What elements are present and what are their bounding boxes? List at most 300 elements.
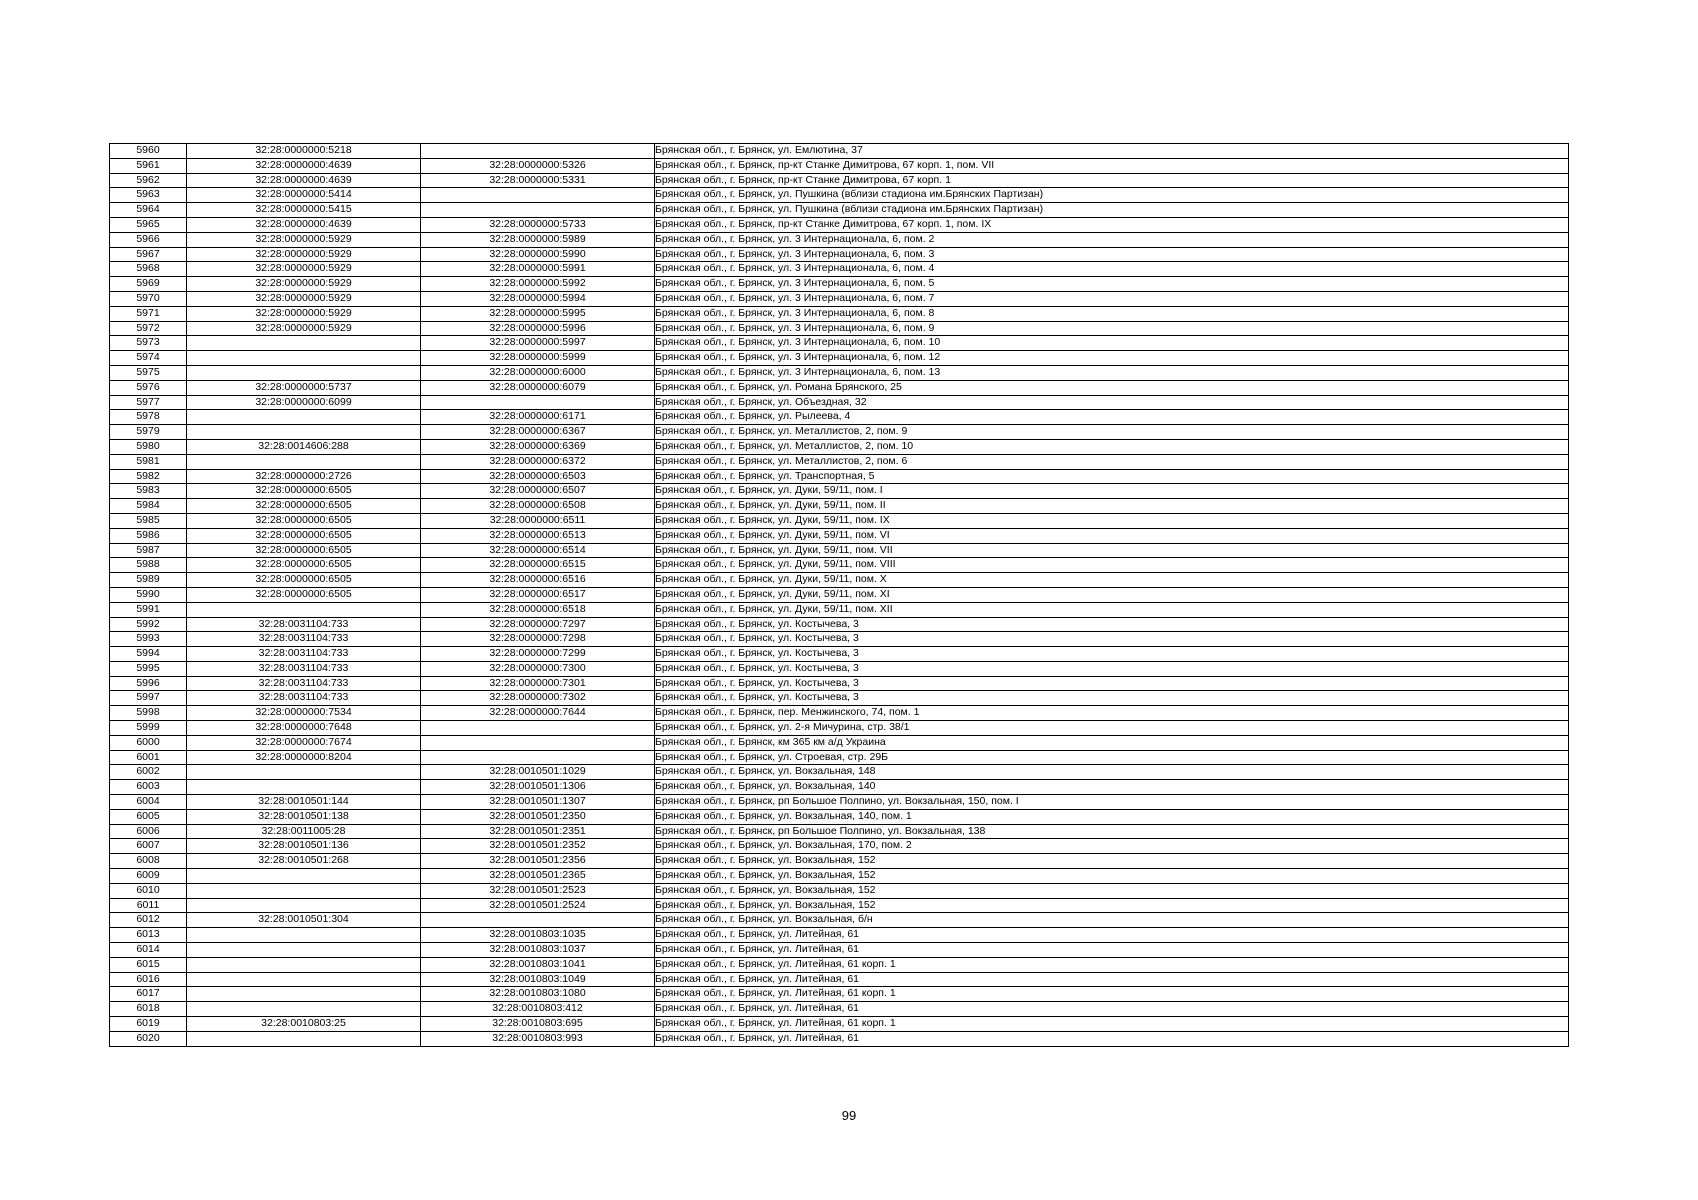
table-row: [110, 573, 1569, 588]
object-cadastral-number-cell: 32:28:0000000:5989: [421, 232, 655, 247]
page-number: 99: [841, 1108, 857, 1123]
address-cell: Брянская обл., г. Брянск, ул. Костычева, 3: [655, 617, 1569, 632]
object-cadastral-number-cell: 32:28:0000000:6511: [421, 513, 655, 528]
row-number-cell: 6014: [110, 943, 187, 958]
object-cadastral-number-cell: [421, 721, 655, 736]
address-cell: Брянская обл., г. Брянск, ул. 3 Интернационала, 6, пом. 7: [655, 291, 1569, 306]
table-row: [110, 454, 1569, 469]
table-row: [110, 987, 1569, 1002]
row-number-cell: 5974: [110, 351, 187, 366]
table-row: [110, 898, 1569, 913]
row-number-cell: 6011: [110, 898, 187, 913]
object-cadastral-number-cell: 32:28:0010501:2351: [421, 824, 655, 839]
address-cell: Брянская обл., г. Брянск, ул. Вокзальная, 170, пом. 2: [655, 839, 1569, 854]
address-cell: Брянская обл., г. Брянск, ул. 3 Интернационала, 6, пом. 4: [655, 262, 1569, 277]
row-number-cell: 5968: [110, 262, 187, 277]
table-row: [110, 647, 1569, 662]
cadastral-number-cell: 32:28:0000000:5929: [187, 277, 421, 292]
address-cell: Брянская обл., г. Брянск, ул. Вокзальная, б/н: [655, 913, 1569, 928]
cadastral-number-cell: 32:28:0000000:5218: [187, 144, 421, 159]
cadastral-number-cell: 32:28:0000000:5929: [187, 291, 421, 306]
object-cadastral-number-cell: 32:28:0000000:7300: [421, 661, 655, 676]
table-row: [110, 972, 1569, 987]
object-cadastral-number-cell: 32:28:0000000:7301: [421, 676, 655, 691]
cadastral-number-cell: [187, 898, 421, 913]
cadastral-number-cell: 32:28:0010501:138: [187, 809, 421, 824]
cadastral-number-cell: [187, 410, 421, 425]
table-row: [110, 365, 1569, 380]
table-row: [110, 484, 1569, 499]
table-row: [110, 306, 1569, 321]
table-row: [110, 1017, 1569, 1032]
object-cadastral-number-cell: 32:28:0000000:7302: [421, 691, 655, 706]
cadastral-number-cell: [187, 1031, 421, 1046]
object-cadastral-number-cell: [421, 203, 655, 218]
cadastral-number-cell: 32:28:0000000:6505: [187, 558, 421, 573]
row-number-cell: 5973: [110, 336, 187, 351]
address-cell: Брянская обл., г. Брянск, ул. Дуки, 59/11, пом. X: [655, 573, 1569, 588]
cadastral-number-cell: 32:28:0000000:6505: [187, 573, 421, 588]
address-cell: Брянская обл., г. Брянск, ул. Емлютина, 37: [655, 144, 1569, 159]
row-number-cell: 6015: [110, 957, 187, 972]
table-row: [110, 203, 1569, 218]
cadastral-number-cell: [187, 928, 421, 943]
cadastral-number-cell: 32:28:0000000:5929: [187, 321, 421, 336]
row-number-cell: 5985: [110, 513, 187, 528]
row-number-cell: 5986: [110, 528, 187, 543]
address-cell: Брянская обл., г. Брянск, пр-кт Станке Димитрова, 67 корп. 1, пом. IX: [655, 217, 1569, 232]
row-number-cell: 5969: [110, 277, 187, 292]
object-cadastral-number-cell: 32:28:0010803:695: [421, 1017, 655, 1032]
object-cadastral-number-cell: 32:28:0000000:5991: [421, 262, 655, 277]
cadastral-number-cell: [187, 883, 421, 898]
address-cell: Брянская обл., г. Брянск, ул. Литейная, 61 корп. 1: [655, 957, 1569, 972]
address-cell: Брянская обл., г. Брянск, ул. Дуки, 59/11, пом. VII: [655, 543, 1569, 558]
table-row: [110, 943, 1569, 958]
table-row: [110, 247, 1569, 262]
object-cadastral-number-cell: 32:28:0010501:1306: [421, 780, 655, 795]
cadastral-number-cell: 32:28:0000000:5414: [187, 188, 421, 203]
cadastral-number-cell: [187, 987, 421, 1002]
row-number-cell: 5972: [110, 321, 187, 336]
table-row: [110, 795, 1569, 810]
object-cadastral-number-cell: 32:28:0000000:7298: [421, 632, 655, 647]
object-cadastral-number-cell: 32:28:0000000:6518: [421, 602, 655, 617]
cadastral-number-cell: 32:28:0000000:7674: [187, 735, 421, 750]
table-row: [110, 499, 1569, 514]
address-cell: Брянская обл., г. Брянск, ул. Вокзальная, 140: [655, 780, 1569, 795]
cadastral-number-cell: [187, 1002, 421, 1017]
table-row: [110, 173, 1569, 188]
address-cell: Брянская обл., г. Брянск, ул. Металлистов, 2, пом. 10: [655, 439, 1569, 454]
row-number-cell: 6006: [110, 824, 187, 839]
row-number-cell: 5962: [110, 173, 187, 188]
object-cadastral-number-cell: 32:28:0000000:6503: [421, 469, 655, 484]
row-number-cell: 5988: [110, 558, 187, 573]
address-cell: Брянская обл., г. Брянск, рп Большое Полпино, ул. Вокзальная, 138: [655, 824, 1569, 839]
row-number-cell: 5982: [110, 469, 187, 484]
cadastral-number-cell: 32:28:0000000:6505: [187, 528, 421, 543]
address-cell: Брянская обл., г. Брянск, ул. Строевая, стр. 29Б: [655, 750, 1569, 765]
row-number-cell: 5976: [110, 380, 187, 395]
cadastral-number-cell: 32:28:0000000:2726: [187, 469, 421, 484]
cadastral-number-cell: 32:28:0031104:733: [187, 647, 421, 662]
cadastral-number-cell: 32:28:0000000:7534: [187, 706, 421, 721]
row-number-cell: 5979: [110, 425, 187, 440]
cadastral-number-cell: 32:28:0010803:25: [187, 1017, 421, 1032]
address-cell: Брянская обл., г. Брянск, ул. 3 Интернационала, 6, пом. 5: [655, 277, 1569, 292]
address-cell: Брянская обл., г. Брянск, ул. Пушкина (вблизи стадиона им.Брянских Партизан): [655, 188, 1569, 203]
table-row: [110, 809, 1569, 824]
cadastral-number-cell: 32:28:0031104:733: [187, 632, 421, 647]
address-cell: Брянская обл., г. Брянск, ул. Рылеева, 4: [655, 410, 1569, 425]
table-row: [110, 543, 1569, 558]
cadastral-number-cell: 32:28:0000000:6505: [187, 543, 421, 558]
address-cell: Брянская обл., г. Брянск, ул. Литейная, 61: [655, 1031, 1569, 1046]
registry-table-body: [110, 144, 1569, 1047]
object-cadastral-number-cell: 32:28:0010803:1035: [421, 928, 655, 943]
table-row: [110, 617, 1569, 632]
address-cell: Брянская обл., г. Брянск, км 365 км а/д Украина: [655, 735, 1569, 750]
table-row: [110, 735, 1569, 750]
cadastral-number-cell: [187, 765, 421, 780]
row-number-cell: 5971: [110, 306, 187, 321]
address-cell: Брянская обл., г. Брянск, ул. Костычева, 3: [655, 676, 1569, 691]
table-row: [110, 144, 1569, 159]
table-row: [110, 1031, 1569, 1046]
table-row: [110, 188, 1569, 203]
address-cell: Брянская обл., г. Брянск, ул. 3 Интернационала, 6, пом. 10: [655, 336, 1569, 351]
cadastral-number-cell: [187, 957, 421, 972]
table-row: [110, 913, 1569, 928]
row-number-cell: 6002: [110, 765, 187, 780]
object-cadastral-number-cell: [421, 735, 655, 750]
address-cell: Брянская обл., г. Брянск, ул. Дуки, 59/11, пом. VI: [655, 528, 1569, 543]
row-number-cell: 5983: [110, 484, 187, 499]
row-number-cell: 5997: [110, 691, 187, 706]
object-cadastral-number-cell: 32:28:0010803:412: [421, 1002, 655, 1017]
row-number-cell: 6020: [110, 1031, 187, 1046]
table-row: [110, 661, 1569, 676]
cadastral-number-cell: [187, 365, 421, 380]
cadastral-number-cell: 32:28:0011005:28: [187, 824, 421, 839]
object-cadastral-number-cell: 32:28:0000000:6513: [421, 528, 655, 543]
object-cadastral-number-cell: 32:28:0000000:5999: [421, 351, 655, 366]
address-cell: Брянская обл., г. Брянск, ул. Металлистов, 2, пом. 9: [655, 425, 1569, 440]
address-cell: Брянская обл., г. Брянск, ул. 2-я Мичурина, стр. 38/1: [655, 721, 1569, 736]
row-number-cell: 5994: [110, 647, 187, 662]
object-cadastral-number-cell: 32:28:0000000:5997: [421, 336, 655, 351]
object-cadastral-number-cell: 32:28:0000000:6516: [421, 573, 655, 588]
cadastral-number-cell: 32:28:0031104:733: [187, 676, 421, 691]
row-number-cell: 6000: [110, 735, 187, 750]
cadastral-number-cell: 32:28:0010501:304: [187, 913, 421, 928]
cadastral-number-cell: 32:28:0010501:136: [187, 839, 421, 854]
cadastral-number-cell: 32:28:0000000:4639: [187, 217, 421, 232]
object-cadastral-number-cell: 32:28:0000000:6507: [421, 484, 655, 499]
cadastral-number-cell: 32:28:0031104:733: [187, 661, 421, 676]
cadastral-number-cell: 32:28:0000000:5737: [187, 380, 421, 395]
row-number-cell: 5992: [110, 617, 187, 632]
object-cadastral-number-cell: 32:28:0010501:1307: [421, 795, 655, 810]
table-row: [110, 321, 1569, 336]
cadastral-number-cell: 32:28:0000000:6099: [187, 395, 421, 410]
address-cell: Брянская обл., г. Брянск, ул. 3 Интернационала, 6, пом. 3: [655, 247, 1569, 262]
cadastral-number-cell: 32:28:0000000:5415: [187, 203, 421, 218]
cadastral-number-cell: 32:28:0000000:6505: [187, 484, 421, 499]
cadastral-number-cell: 32:28:0000000:7648: [187, 721, 421, 736]
cadastral-number-cell: 32:28:0000000:4639: [187, 173, 421, 188]
object-cadastral-number-cell: 32:28:0000000:5994: [421, 291, 655, 306]
row-number-cell: 5999: [110, 721, 187, 736]
row-number-cell: 5977: [110, 395, 187, 410]
object-cadastral-number-cell: 32:28:0000000:6517: [421, 587, 655, 602]
object-cadastral-number-cell: 32:28:0010501:2365: [421, 869, 655, 884]
object-cadastral-number-cell: 32:28:0000000:6171: [421, 410, 655, 425]
row-number-cell: 6004: [110, 795, 187, 810]
address-cell: Брянская обл., г. Брянск, ул. Литейная, 61: [655, 928, 1569, 943]
table-row: [110, 957, 1569, 972]
row-number-cell: 5970: [110, 291, 187, 306]
cadastral-number-cell: 32:28:0014606:288: [187, 439, 421, 454]
table-row: [110, 676, 1569, 691]
address-cell: Брянская обл., г. Брянск, ул. Металлистов, 2, пом. 6: [655, 454, 1569, 469]
object-cadastral-number-cell: 32:28:0000000:5995: [421, 306, 655, 321]
table-row: [110, 824, 1569, 839]
address-cell: Брянская обл., г. Брянск, ул. Вокзальная, 152: [655, 869, 1569, 884]
cadastral-number-cell: [187, 869, 421, 884]
table-row: [110, 928, 1569, 943]
row-number-cell: 5987: [110, 543, 187, 558]
address-cell: Брянская обл., г. Брянск, ул. Пушкина (вблизи стадиона им.Брянских Партизан): [655, 203, 1569, 218]
row-number-cell: 5960: [110, 144, 187, 159]
row-number-cell: 5991: [110, 602, 187, 617]
object-cadastral-number-cell: 32:28:0000000:7297: [421, 617, 655, 632]
row-number-cell: 5998: [110, 706, 187, 721]
cadastral-number-cell: 32:28:0010501:144: [187, 795, 421, 810]
object-cadastral-number-cell: 32:28:0010803:1041: [421, 957, 655, 972]
table-row: [110, 632, 1569, 647]
row-number-cell: 5965: [110, 217, 187, 232]
row-number-cell: 5996: [110, 676, 187, 691]
row-number-cell: 5980: [110, 439, 187, 454]
object-cadastral-number-cell: 32:28:0000000:6515: [421, 558, 655, 573]
table-row: [110, 558, 1569, 573]
address-cell: Брянская обл., г. Брянск, ул. Объездная, 32: [655, 395, 1569, 410]
row-number-cell: 5961: [110, 158, 187, 173]
address-cell: Брянская обл., г. Брянск, ул. Дуки, 59/11, пом. VIII: [655, 558, 1569, 573]
row-number-cell: 6003: [110, 780, 187, 795]
table-row: [110, 765, 1569, 780]
row-number-cell: 6008: [110, 854, 187, 869]
object-cadastral-number-cell: 32:28:0000000:6367: [421, 425, 655, 440]
cadastral-number-cell: 32:28:0000000:8204: [187, 750, 421, 765]
address-cell: Брянская обл., г. Брянск, пер. Менжинского, 74, пом. 1: [655, 706, 1569, 721]
address-cell: Брянская обл., г. Брянск, пр-кт Станке Димитрова, 67 корп. 1, пом. VII: [655, 158, 1569, 173]
row-number-cell: 6013: [110, 928, 187, 943]
table-row: [110, 158, 1569, 173]
row-number-cell: 6009: [110, 869, 187, 884]
row-number-cell: 6017: [110, 987, 187, 1002]
table-row: [110, 217, 1569, 232]
cadastral-number-cell: [187, 351, 421, 366]
table-row: [110, 513, 1569, 528]
address-cell: Брянская обл., г. Брянск, ул. Дуки, 59/11, пом. I: [655, 484, 1569, 499]
address-cell: Брянская обл., г. Брянск, ул. Дуки, 59/11, пом. XII: [655, 602, 1569, 617]
object-cadastral-number-cell: 32:28:0010501:2356: [421, 854, 655, 869]
table-row: [110, 869, 1569, 884]
row-number-cell: 5981: [110, 454, 187, 469]
object-cadastral-number-cell: 32:28:0000000:5992: [421, 277, 655, 292]
object-cadastral-number-cell: 32:28:0000000:6372: [421, 454, 655, 469]
cadastral-number-cell: [187, 454, 421, 469]
table-row: [110, 380, 1569, 395]
row-number-cell: 6019: [110, 1017, 187, 1032]
address-cell: Брянская обл., г. Брянск, ул. 3 Интернационала, 6, пом. 13: [655, 365, 1569, 380]
cadastral-number-cell: 32:28:0000000:5929: [187, 232, 421, 247]
row-number-cell: 6016: [110, 972, 187, 987]
table-row: [110, 395, 1569, 410]
address-cell: Брянская обл., г. Брянск, ул. Литейная, 61: [655, 1002, 1569, 1017]
address-cell: Брянская обл., г. Брянск, ул. Вокзальная, 148: [655, 765, 1569, 780]
object-cadastral-number-cell: 32:28:0000000:5326: [421, 158, 655, 173]
cadastral-number-cell: 32:28:0000000:5929: [187, 247, 421, 262]
address-cell: Брянская обл., г. Брянск, ул. Костычева, 3: [655, 691, 1569, 706]
row-number-cell: 6018: [110, 1002, 187, 1017]
object-cadastral-number-cell: 32:28:0000000:6369: [421, 439, 655, 454]
cadastral-number-cell: 32:28:0031104:733: [187, 691, 421, 706]
cadastral-number-cell: 32:28:0000000:5929: [187, 306, 421, 321]
object-cadastral-number-cell: 32:28:0010803:1080: [421, 987, 655, 1002]
object-cadastral-number-cell: 32:28:0000000:5331: [421, 173, 655, 188]
table-row: [110, 469, 1569, 484]
object-cadastral-number-cell: 32:28:0010501:1029: [421, 765, 655, 780]
table-row: [110, 691, 1569, 706]
address-cell: Брянская обл., г. Брянск, ул. Литейная, 61 корп. 1: [655, 987, 1569, 1002]
object-cadastral-number-cell: 32:28:0010803:1049: [421, 972, 655, 987]
address-cell: Брянская обл., г. Брянск, ул. Литейная, 61: [655, 943, 1569, 958]
row-number-cell: 5964: [110, 203, 187, 218]
object-cadastral-number-cell: [421, 913, 655, 928]
table-row: [110, 750, 1569, 765]
cadastral-number-cell: [187, 943, 421, 958]
row-number-cell: 6012: [110, 913, 187, 928]
cadastral-number-cell: [187, 972, 421, 987]
row-number-cell: 5975: [110, 365, 187, 380]
object-cadastral-number-cell: 32:28:0000000:5990: [421, 247, 655, 262]
table-row: [110, 232, 1569, 247]
address-cell: Брянская обл., г. Брянск, ул. Костычева, 3: [655, 661, 1569, 676]
row-number-cell: 5967: [110, 247, 187, 262]
row-number-cell: 6007: [110, 839, 187, 854]
row-number-cell: 5984: [110, 499, 187, 514]
object-cadastral-number-cell: 32:28:0000000:6000: [421, 365, 655, 380]
object-cadastral-number-cell: 32:28:0010501:2524: [421, 898, 655, 913]
object-cadastral-number-cell: 32:28:0010501:2352: [421, 839, 655, 854]
object-cadastral-number-cell: 32:28:0000000:6514: [421, 543, 655, 558]
address-cell: Брянская обл., г. Брянск, ул. Транспортная, 5: [655, 469, 1569, 484]
cadastral-number-cell: 32:28:0031104:733: [187, 617, 421, 632]
cadastral-number-cell: [187, 336, 421, 351]
row-number-cell: 5978: [110, 410, 187, 425]
address-cell: Брянская обл., г. Брянск, ул. 3 Интернационала, 6, пом. 12: [655, 351, 1569, 366]
table-row: [110, 528, 1569, 543]
row-number-cell: 5990: [110, 587, 187, 602]
row-number-cell: 5966: [110, 232, 187, 247]
table-row: [110, 839, 1569, 854]
address-cell: Брянская обл., г. Брянск, ул. 3 Интернационала, 6, пом. 9: [655, 321, 1569, 336]
address-cell: Брянская обл., г. Брянск, ул. Романа Брянского, 25: [655, 380, 1569, 395]
object-cadastral-number-cell: [421, 144, 655, 159]
cadastral-number-cell: 32:28:0010501:268: [187, 854, 421, 869]
address-cell: Брянская обл., г. Брянск, ул. Дуки, 59/11, пом. IX: [655, 513, 1569, 528]
table-row: [110, 410, 1569, 425]
address-cell: Брянская обл., г. Брянск, ул. Вокзальная, 152: [655, 898, 1569, 913]
object-cadastral-number-cell: 32:28:0000000:6508: [421, 499, 655, 514]
table-row: [110, 439, 1569, 454]
object-cadastral-number-cell: 32:28:0000000:7644: [421, 706, 655, 721]
cadastral-number-cell: 32:28:0000000:5929: [187, 262, 421, 277]
cadastral-number-cell: 32:28:0000000:6505: [187, 587, 421, 602]
object-cadastral-number-cell: 32:28:0000000:6079: [421, 380, 655, 395]
row-number-cell: 5995: [110, 661, 187, 676]
object-cadastral-number-cell: 32:28:0010803:993: [421, 1031, 655, 1046]
object-cadastral-number-cell: 32:28:0010501:2523: [421, 883, 655, 898]
row-number-cell: 6010: [110, 883, 187, 898]
address-cell: Брянская обл., г. Брянск, ул. Дуки, 59/11, пом. II: [655, 499, 1569, 514]
table-row: [110, 291, 1569, 306]
table-row: [110, 587, 1569, 602]
object-cadastral-number-cell: [421, 750, 655, 765]
address-cell: Брянская обл., г. Брянск, пр-кт Станке Димитрова, 67 корп. 1: [655, 173, 1569, 188]
table-row: [110, 883, 1569, 898]
object-cadastral-number-cell: 32:28:0010501:2350: [421, 809, 655, 824]
table-row: [110, 425, 1569, 440]
address-cell: Брянская обл., г. Брянск, ул. 3 Интернационала, 6, пом. 8: [655, 306, 1569, 321]
table-row: [110, 854, 1569, 869]
address-cell: Брянская обл., г. Брянск, рп Большое Полпино, ул. Вокзальная, 150, пом. I: [655, 795, 1569, 810]
table-row: [110, 706, 1569, 721]
address-cell: Брянская обл., г. Брянск, ул. Костычева, 3: [655, 632, 1569, 647]
object-cadastral-number-cell: 32:28:0010803:1037: [421, 943, 655, 958]
object-cadastral-number-cell: [421, 188, 655, 203]
object-cadastral-number-cell: 32:28:0000000:5996: [421, 321, 655, 336]
row-number-cell: 6005: [110, 809, 187, 824]
cadastral-number-cell: 32:28:0000000:4639: [187, 158, 421, 173]
address-cell: Брянская обл., г. Брянск, ул. Костычева, 3: [655, 647, 1569, 662]
table-row: [110, 262, 1569, 277]
cadastral-number-cell: 32:28:0000000:6505: [187, 513, 421, 528]
object-cadastral-number-cell: 32:28:0000000:5733: [421, 217, 655, 232]
table-row: [110, 602, 1569, 617]
table-row: [110, 780, 1569, 795]
registry-table: [109, 143, 1569, 1047]
table-row: [110, 1002, 1569, 1017]
table-row: [110, 721, 1569, 736]
row-number-cell: 6001: [110, 750, 187, 765]
address-cell: Брянская обл., г. Брянск, ул. 3 Интернационала, 6, пом. 2: [655, 232, 1569, 247]
object-cadastral-number-cell: 32:28:0000000:7299: [421, 647, 655, 662]
cadastral-number-cell: [187, 602, 421, 617]
table-row: [110, 336, 1569, 351]
cadastral-number-cell: [187, 780, 421, 795]
address-cell: Брянская обл., г. Брянск, ул. Вокзальная, 152: [655, 883, 1569, 898]
cadastral-number-cell: 32:28:0000000:6505: [187, 499, 421, 514]
cadastral-number-cell: [187, 425, 421, 440]
row-number-cell: 5989: [110, 573, 187, 588]
address-cell: Брянская обл., г. Брянск, ул. Литейная, 61: [655, 972, 1569, 987]
address-cell: Брянская обл., г. Брянск, ул. Дуки, 59/11, пом. XI: [655, 587, 1569, 602]
